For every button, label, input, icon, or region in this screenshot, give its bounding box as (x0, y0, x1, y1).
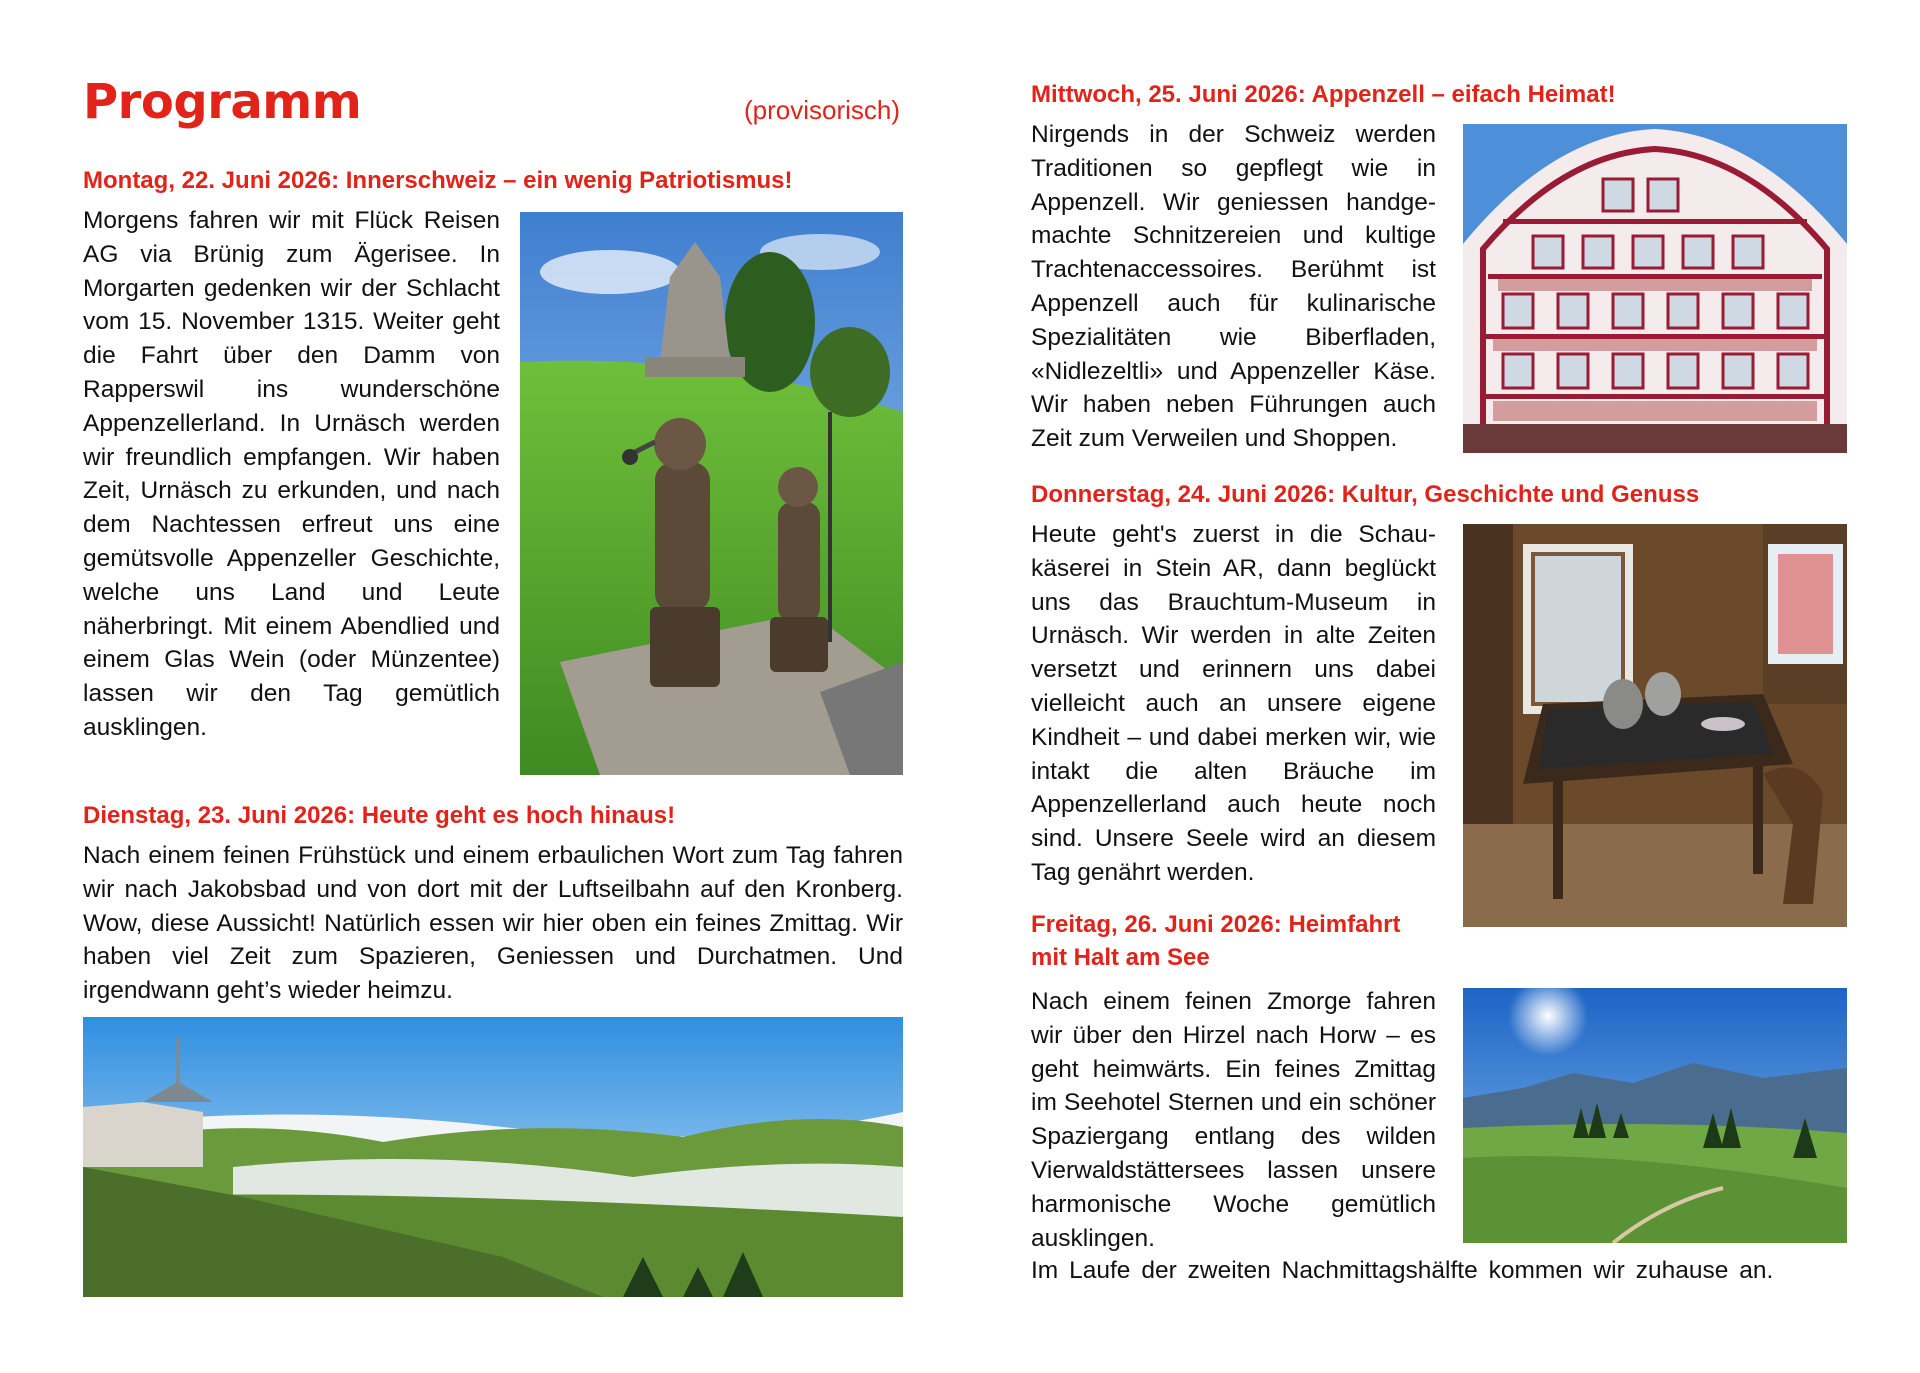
kronberg-panorama-photo (83, 1017, 903, 1297)
day-heading-wednesday: Mittwoch, 25. Juni 2026: Appenzell – eifach Heimat! (1031, 81, 1616, 108)
day-heading-tuesday: Dienstag, 23. Juni 2026: Heute geht es hoch hinaus! (83, 802, 676, 829)
appenzell-house-facade-photo (1463, 124, 1847, 453)
carved-figures-photo (520, 212, 903, 775)
day-heading-friday: Freitag, 26. Juni 2026: Heimfahrt mit Halt am See (1031, 911, 1401, 971)
day-text-tuesday: Nach einem feinen Frühstück und einem erbaulichen Wort zum Tag fahren wir nach Jakobsbad und von dort mit der Luftseilbahn auf den Kronberg. Wow, diese Aussicht! Natürlich essen wir hier oben ein feines Zmittag. Wir haben viel Zeit zum Spazieren, Geniessen und Durchatmen. Und irgendwann geht’s wieder heimzu. (83, 842, 903, 1005)
page-title: Programm (83, 74, 362, 130)
day-heading-monday: Montag, 22. Juni 2026: Innerschweiz – ein wenig Patriotismus! (83, 167, 793, 194)
day-heading-thursday: Donnerstag, 24. Juni 2026: Kultur, Geschichte und Genuss (1031, 481, 1700, 508)
closing-text-friday: Im Laufe der zweiten Nachmittagshälfte kommen wir zuhause an. (1031, 1257, 1774, 1284)
day-text-monday: Morgens fahren wir mit Flück Reisen AG via Brünig zum Ägerisee. In Morgarten gedenken wir der Schlacht vom 15. November 1315. Weiter geht die Fahrt über den Damm von Rapperswil ins wunderschöne Appenzellerland. In Urnäsch werden wir freundlich empfangen. Wir haben Zeit, Urnäsch zu erkunden, und nach dem Nachtessen erfreut uns eine gemütsvolle Appenzeller Geschichte, welche uns Land und Leute näherbringt. Mit einem Abendlied und einem Glas Wein (oder Münzentee) lassen wir den Tag gemütlich ausklingen. (83, 207, 500, 741)
page-subtitle: (provisorisch) (743, 95, 900, 125)
museum-room-photo (1463, 524, 1847, 927)
alpine-landscape-photo (1463, 988, 1847, 1243)
day-text-wednesday: Nirgends in der Schweiz werden Traditionen so gepflegt wie in Appenzell. Wir geniessen handgemachte Schnitzereien und kultige Trachtenaccessoires. Berühmt ist Appenzell auch für kulinarische Spezialitäten wie Biberfladen, «Nidlezeltli» und Appenzeller Käse. Wir haben neben Führungen auch Zeit zum Verweilen und Shoppen. (1031, 121, 1436, 453)
day-text-thursday: Heute geht's zuerst in die Schaukäserei in Stein AR, dann beglückt uns das Brauchtum-Museum in Urnäsch. Wir werden in alte Zeiten versetzt und erinnern uns dabei vielleicht auch an unsere eigene Kindheit – und dabei merken wir, wie intakt die alten Bräuche im Appenzellerland auch heute noch sind. Unsere Seele wird an diesem Tag genährt werden. (1031, 521, 1436, 886)
day-text-friday: Nach einem feinen Zmorge fahren wir über den Hirzel nach Horw – es geht heimwärts. Ein feines Zmittag im Seehotel Sternen und ein schöner Spaziergang entlang des wilden Vierwaldstättersees lassen unsere harmonische Woche gemütlich ausklingen. (1031, 988, 1436, 1252)
